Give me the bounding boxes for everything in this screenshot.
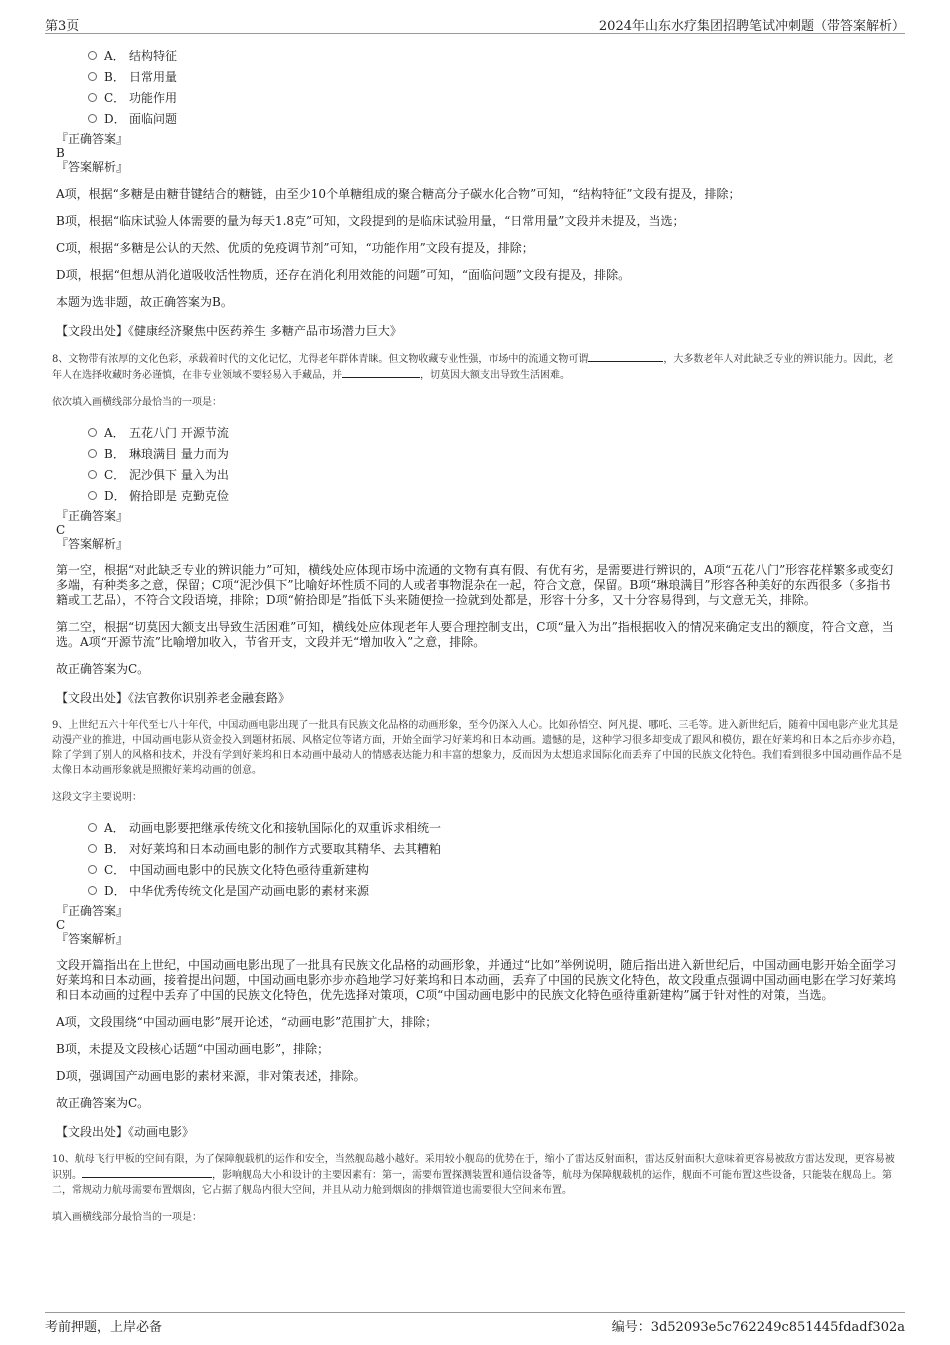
- radio-icon[interactable]: [88, 114, 97, 123]
- q10-blank: [82, 1167, 212, 1178]
- q7-analysis-d: D项，根据“但想从消化道吸收活性物质，还存在消化利用效能的问题”可知，“面临问题”文段有提及，排除。: [56, 268, 631, 282]
- q9-analysis-d: D项，强调国产动画电影的素材来源，非对策表述，排除。: [56, 1069, 366, 1083]
- q7-option-c[interactable]: C． 功能作用: [88, 87, 902, 108]
- q8-option-a[interactable]: A． 五花八门 开源节流: [88, 422, 902, 443]
- q7-options: [88, 45, 902, 129]
- q9-answer-label: 『正确答案』: [56, 904, 129, 918]
- q8-prompt: 依次填入画横线部分最恰当的一项是：: [52, 397, 222, 408]
- q9-option-b[interactable]: B． 对好莱坞和日本动画电影的制作方式要取其精华、去其糟粕: [88, 838, 902, 859]
- q9-source: 【文段出处】《动画电影》: [56, 1125, 195, 1139]
- q8-analysis-label: 『答案解析』: [56, 537, 129, 551]
- document-body: [52, 44, 902, 1225]
- q10-prompt: 填入画横线部分最恰当的一项是：: [52, 1212, 202, 1223]
- q8-blank-2: [342, 367, 420, 378]
- q7-conclusion: 本题为选非题，故正确答案为B。: [56, 295, 233, 309]
- q9-answer: C: [56, 918, 66, 932]
- q7-answer-label: 『正确答案』: [56, 132, 129, 146]
- q8-answer-label: 『正确答案』: [56, 509, 129, 523]
- q8-analysis-first-blank: 第一空，根据“对此缺乏专业的辨识能力”可知，横线处应体现市场中流通的文物有真有假、有优有劣，是需要进行辨识的，A项“五花八门”形容花样繁多或变幻多端，有种类多之意，保留；C项“泥沙俱下”比喻好坏性质不同的人或者事物混杂在一起，符合文意，保留。B项“琳琅满目”形容各种美好的东西很多（多指书籍或工艺品），不符合文段语境，排除；D项“俯拾即是”指低下头来随便捡一捡就到处都是，形容十分多，又十分容易得到，与文意无关，排除。: [56, 563, 894, 607]
- document-title: 2024年山东水疗集团招聘笔试冲刺题（带答案解析）: [598, 19, 905, 34]
- radio-icon[interactable]: [88, 428, 97, 437]
- q9-analysis-label: 『答案解析』: [56, 932, 129, 946]
- radio-icon[interactable]: [88, 72, 97, 81]
- q7-option-b[interactable]: B． 日常用量: [88, 66, 902, 87]
- q8-option-b[interactable]: B． 琳琅满目 量力而为: [88, 443, 902, 464]
- page-footer: [45, 1312, 905, 1333]
- q8-answer: C: [56, 523, 66, 537]
- q7-answer: B: [56, 146, 65, 160]
- radio-icon[interactable]: [88, 470, 97, 479]
- q8-options: [88, 422, 902, 506]
- radio-icon[interactable]: [88, 886, 97, 895]
- q8-option-d[interactable]: D． 俯拾即是 克勤克俭: [88, 485, 902, 506]
- q7-analysis-label: 『答案解析』: [56, 160, 129, 174]
- q9-option-c[interactable]: C． 中国动画电影中的民族文化特色亟待重新建构: [88, 859, 902, 880]
- q9-analysis-a: A项，文段围绕“中国动画电影”展开论述，“动画电影”范围扩大，排除；: [56, 1015, 438, 1029]
- q7-analysis-c: C项，根据“多糖是公认的天然、优质的免疫调节剂”可知，“功能作用”文段有提及，排除；: [56, 241, 534, 255]
- radio-icon[interactable]: [88, 449, 97, 458]
- q9-options: [88, 817, 902, 901]
- q7-analysis-a: A项，根据“多糖是由糖苷键结合的糖链，由至少10个单糖组成的聚合糖高分子碳水化合物”可知，“结构特征”文段有提及，排除；: [56, 187, 741, 201]
- q9-conclusion: 故正确答案为C。: [56, 1096, 150, 1110]
- q7-option-d[interactable]: D． 面临问题: [88, 108, 902, 129]
- q7-analysis-b: B项，根据“临床试验人体需要的量为每天1.8克”可知，文段提到的是临床试验用量，“日常用量”文段并未提及，当选；: [56, 214, 685, 228]
- radio-icon[interactable]: [88, 823, 97, 832]
- page-number: 第3页: [45, 19, 80, 34]
- q7-source: 【文段出处】《健康经济聚焦中医药养生 多糖产品市场潜力巨大》: [56, 324, 402, 338]
- document-code: 编号：3d52093e5c762249c851445fdadf302a: [611, 1320, 905, 1335]
- q8-conclusion: 故正确答案为C。: [56, 662, 150, 676]
- radio-icon[interactable]: [88, 93, 97, 102]
- q7-option-a[interactable]: A． 结构特征: [88, 45, 902, 66]
- radio-icon[interactable]: [88, 844, 97, 853]
- q8-stem: 8、文物带有浓厚的文化色彩，承载着时代的文化记忆，尤得老年群体青睐。但文物收藏专业性强，市场中的流通文物可谓 ，大多数老年人对此缺乏专业的辨识能力。因此，老年人在选择收藏时务必谨慎，在非专业领域不要轻易入手藏品，并 ，切莫因大额支出导致生活困难。: [52, 351, 902, 383]
- q9-analysis-b: B项，未提及文段核心话题“中国动画电影”，排除；: [56, 1042, 330, 1056]
- q8-blank-1: [588, 351, 663, 362]
- radio-icon[interactable]: [88, 491, 97, 500]
- q9-option-d[interactable]: D． 中华优秀传统文化是国产动画电影的素材来源: [88, 880, 902, 901]
- q8-option-c[interactable]: C． 泥沙俱下 量入为出: [88, 464, 902, 485]
- radio-icon[interactable]: [88, 51, 97, 60]
- footer-motto: 考前押题，上岸必备: [45, 1320, 163, 1335]
- q10-stem: 10、航母飞行甲板的空间有限，为了保障舰载机的运作和安全，当然舰岛越小越好。采用较小舰岛的优势在于，缩小了雷达反射面积，雷达反射面积大意味着更容易被敌方雷达发现，更容易被识别。 ，影响舰岛大小和设计的主要因素有：第一，需要布置探测装置和通信设备等，航母为保障舰载机的运作，舰面不可能布置这些设备，只能装在舰岛上。第二，常规动力航母需要布置烟囱，它占据了舰岛内很大空间，并且从动力舱到烟囱的排烟管道也需要很大空间来布置。: [52, 1154, 895, 1196]
- page-header: [45, 13, 905, 34]
- q9-option-a[interactable]: A． 动画电影要把继承传统文化和接轨国际化的双重诉求相统一: [88, 817, 902, 838]
- q9-stem: 9、上世纪五六十年代至七八十年代，中国动画电影出现了一批具有民族文化品格的动画形象，至今仍深入人心。比如孙悟空、阿凡提、哪吒、三毛等。进入新世纪后，随着中国电影产业尤其是动漫产业的推进，中国动画电影从资金投入到题材拓展、风格定位等诸方面，开始全面学习好莱坞和日本动画。遗憾的是，这种学习很多却变成了跟风和模仿，跟在好莱坞和日本之后亦步亦趋，除了学到了别人的风格和技术，并没有学到好莱坞和日本动画中最动人的情感表达能力和丰富的想象力，反而因为太想追求国际化而丢弃了中国的民族文化特色。我们看到很多中国动画作品不是太像日本动画形象就是照搬好莱坞动画的创意。: [52, 720, 902, 776]
- q9-prompt: 这段文字主要说明：: [52, 792, 142, 803]
- q8-source: 【文段出处】《法官教你识别养老金融套路》: [56, 691, 291, 705]
- radio-icon[interactable]: [88, 865, 97, 874]
- q9-analysis-main: 文段开篇指出在上世纪，中国动画电影出现了一批具有民族文化品格的动画形象，并通过“比如”举例说明，随后指出进入新世纪后，中国动画电影开始全面学习好莱坞和日本动画，接着提出问题，中国动画电影亦步亦趋地学习好莱坞和日本动画，丢弃了中国的民族文化特色，故文段重点强调中国动画电影在学习好莱坞和日本动画的过程中丢弃了中国的民族文化特色，优先选择对策项，C项“中国动画电影中的民族文化特色亟待重新建构”属于针对性的对策，当选。: [56, 958, 897, 1002]
- q8-analysis-second-blank: 第二空，根据“切莫因大额支出导致生活困难”可知，横线处应体现老年人要合理控制支出，C项“量入为出”指根据收入的情况来确定支出的额度，符合文意，当选。A项“开源节流”比喻增加收入，节省开支，文段并无“增加收入”之意，排除。: [56, 620, 894, 649]
